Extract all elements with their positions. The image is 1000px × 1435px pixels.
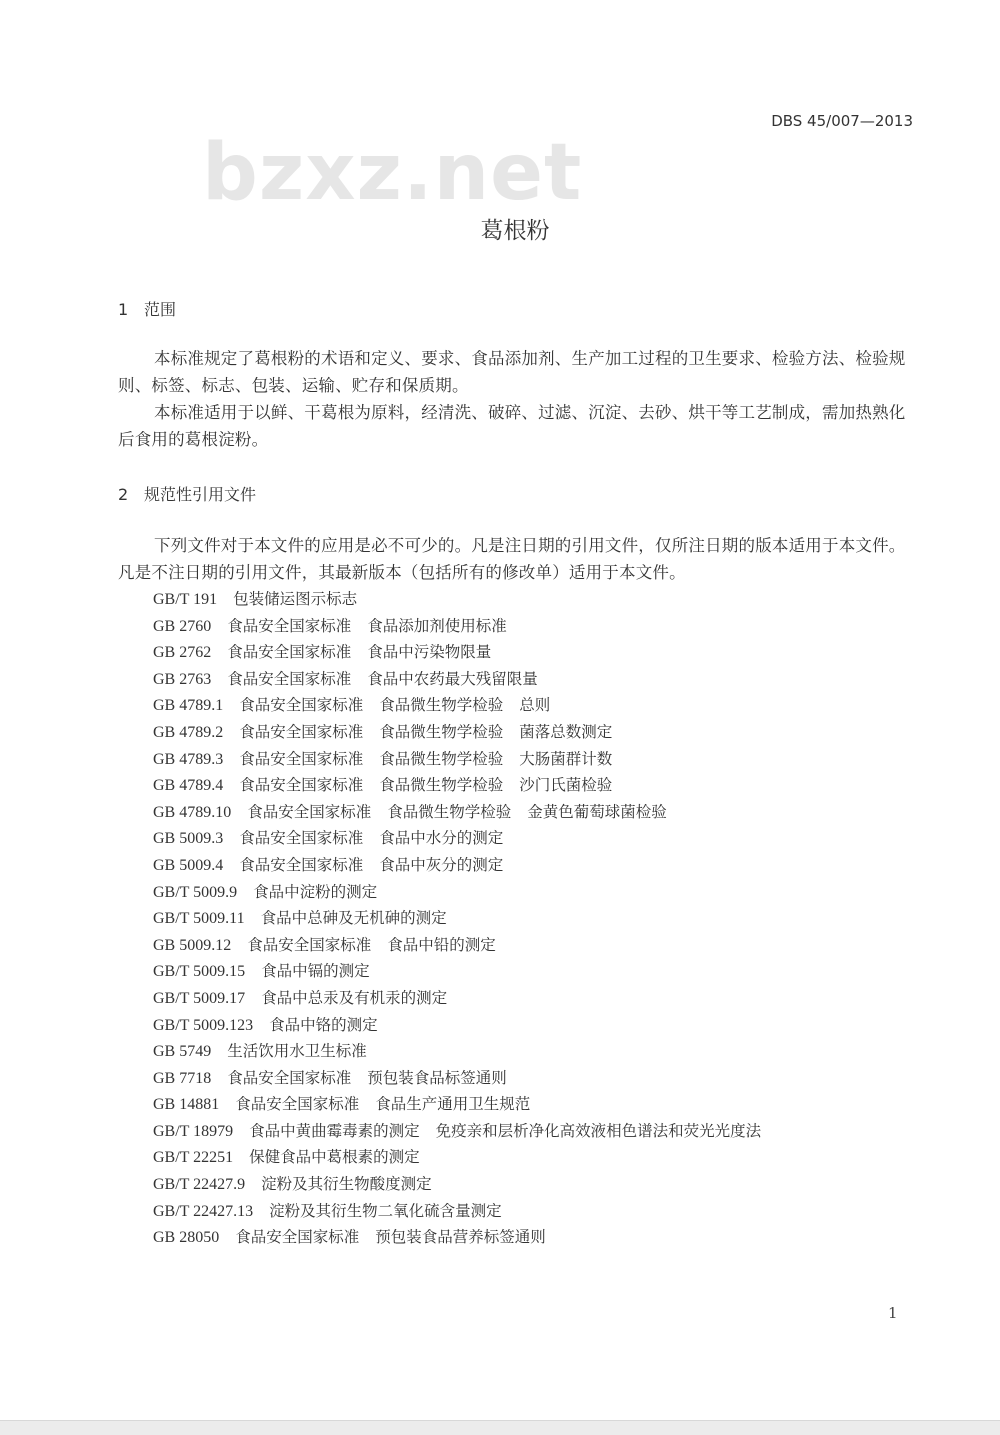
reference-title-part: 食品中污染物限量	[367, 643, 492, 662]
reference-code: GB 7718	[153, 1069, 212, 1087]
reference-title-part: 食品安全国家标准	[239, 749, 364, 768]
reference-title-part: 食品安全国家标准	[227, 643, 352, 662]
reference-code: GB/T 22427.9	[153, 1176, 246, 1194]
paragraph: 本标准规定了葛根粉的术语和定义、要求、食品添加剂、生产加工过程的卫生要求、检验方法、检验规则、标签、标志、包装、运输、贮存和保质期。	[118, 349, 906, 395]
reference-title-part: 食品生产通用卫生规范	[375, 1095, 531, 1114]
reference-title-part: 菌落总数测定	[519, 722, 613, 741]
reference-title-part: 食品安全国家标准	[239, 829, 364, 848]
reference-title-part: 沙门氏菌检验	[519, 776, 613, 795]
reference-title-part: 淀粉及其衍生物二氧化硫含量测定	[269, 1201, 502, 1220]
reference-code: GB/T 22427.13	[153, 1202, 254, 1220]
reference-title-part: 总则	[519, 696, 551, 715]
reference-item	[153, 1171, 761, 1198]
reference-title-part: 食品中黄曲霉毒素的测定	[249, 1121, 420, 1140]
reference-title-part: 免疫亲和层析净化高效液相色谱法和荧光光度法	[435, 1121, 762, 1140]
reference-code: GB/T 22251	[153, 1149, 234, 1167]
section-number: 1	[118, 300, 129, 319]
reference-title-part: 食品安全国家标准	[239, 722, 364, 741]
section-heading-scope	[118, 297, 176, 320]
reference-code: GB 2762	[153, 644, 212, 662]
reference-item	[153, 879, 761, 906]
reference-code: GB/T 5009.17	[153, 989, 246, 1007]
watermark: bzxz.net	[202, 128, 583, 218]
reference-code: GB 28050	[153, 1229, 220, 1247]
reference-code: GB 2763	[153, 670, 212, 688]
reference-code: GB 14881	[153, 1096, 220, 1114]
reference-title-part: 包装储运图示标志	[233, 590, 358, 608]
paragraph: 下列文件对于本文件的应用是必不可少的。凡是注日期的引用文件，仅所注日期的版本适用于本文件。凡是不注日期的引用文件，其最新版本（包括所有的修改单）适用于本文件。	[118, 536, 906, 582]
reference-title-part: 食品安全国家标准	[227, 1068, 352, 1087]
reference-code: GB/T 18979	[153, 1122, 234, 1140]
reference-item	[153, 719, 761, 746]
reference-title-part: 食品添加剂使用标准	[367, 616, 507, 635]
document-title: 葛根粉	[480, 218, 550, 244]
reference-item	[153, 666, 761, 693]
reference-code: GB 5009.12	[153, 936, 232, 954]
reference-title-part: 食品中铬的测定	[269, 1015, 378, 1034]
reference-title-part: 食品中总砷及无机砷的测定	[260, 909, 447, 928]
reference-title-part: 食品微生物学检验	[379, 776, 504, 795]
reference-title-part: 金黄色葡萄球菌检验	[527, 802, 667, 821]
reference-code: GB 4789.10	[153, 803, 232, 821]
reference-code: GB 2760	[153, 617, 212, 635]
reference-title-part: 食品中水分的测定	[379, 829, 504, 848]
reference-item	[153, 799, 761, 826]
reference-code: GB 4789.1	[153, 697, 224, 715]
paragraph: 本标准适用于以鲜、干葛根为原料，经清洗、破碎、过滤、沉淀、去砂、烘干等工艺制成，需加热熟化后食用的葛根淀粉。	[118, 403, 906, 449]
reference-item	[153, 639, 761, 666]
reference-title-part: 食品安全国家标准	[235, 1228, 360, 1247]
reference-item	[153, 1118, 761, 1145]
reference-item	[153, 958, 761, 985]
reference-item	[153, 852, 761, 879]
reference-title-part: 食品微生物学检验	[379, 696, 504, 715]
reference-item	[153, 905, 761, 932]
reference-title-part: 食品微生物学检验	[379, 749, 504, 768]
section-title: 规范性引用文件	[144, 485, 257, 504]
section-number: 2	[118, 485, 129, 504]
reference-code: GB 4789.2	[153, 723, 224, 741]
reference-title-part: 食品微生物学检验	[387, 802, 512, 821]
reference-title-part: 食品中镉的测定	[261, 962, 370, 981]
reference-item	[153, 746, 761, 773]
reference-title-part: 食品安全国家标准	[239, 855, 364, 874]
section-heading-normative-references	[118, 482, 256, 505]
reference-item	[153, 613, 761, 640]
section-title: 范围	[144, 300, 177, 319]
reference-item	[153, 1091, 761, 1118]
reference-item	[153, 1012, 761, 1039]
page-number: 1	[888, 1304, 898, 1322]
reference-code: GB/T 5009.9	[153, 883, 238, 901]
reference-item	[153, 1038, 761, 1065]
reference-title-part: 大肠菌群计数	[519, 749, 613, 768]
reference-title-part: 食品安全国家标准	[239, 696, 364, 715]
reference-code: GB 5009.3	[153, 830, 224, 848]
reference-list	[153, 586, 761, 1251]
reference-code: GB/T 191	[153, 591, 218, 608]
reference-item	[153, 932, 761, 959]
reference-title-part: 食品安全国家标准	[247, 935, 372, 954]
reference-item	[153, 985, 761, 1012]
reference-item	[153, 1144, 761, 1171]
reference-title-part: 预包装食品标签通则	[367, 1068, 507, 1087]
reference-item	[153, 692, 761, 719]
reference-item	[153, 1224, 761, 1251]
reference-code: GB 5009.4	[153, 856, 224, 874]
viewer-bottom-bar	[0, 1420, 1000, 1435]
reference-item	[153, 825, 761, 852]
reference-code: GB 4789.4	[153, 777, 224, 795]
reference-title-part: 食品微生物学检验	[379, 722, 504, 741]
reference-title-part: 保健食品中葛根素的测定	[249, 1148, 420, 1167]
reference-title-part: 预包装食品营养标签通则	[375, 1228, 546, 1247]
reference-title-part: 食品中淀粉的测定	[253, 882, 378, 901]
reference-item	[153, 586, 761, 613]
reference-code: GB/T 5009.123	[153, 1016, 254, 1034]
reference-title-part: 食品中总汞及有机汞的测定	[261, 988, 448, 1007]
reference-code: GB/T 5009.15	[153, 963, 246, 981]
standard-code: DBS 45/007—2013	[771, 112, 913, 130]
reference-title-part: 食品安全国家标准	[247, 802, 372, 821]
reference-title-part: 食品安全国家标准	[227, 616, 352, 635]
reference-title-part: 食品中灰分的测定	[379, 855, 504, 874]
reference-item	[153, 772, 761, 799]
reference-code: GB 5749	[153, 1043, 212, 1061]
reference-item	[153, 1065, 761, 1092]
reference-title-part: 食品安全国家标准	[239, 776, 364, 795]
reference-title-part: 食品安全国家标准	[227, 669, 352, 688]
reference-code: GB 4789.3	[153, 750, 224, 768]
reference-title-part: 食品中铅的测定	[387, 935, 496, 954]
reference-item	[153, 1198, 761, 1225]
reference-title-part: 生活饮用水卫生标准	[227, 1042, 367, 1061]
reference-code: GB/T 5009.11	[153, 910, 245, 928]
reference-title-part: 淀粉及其衍生物酸度测定	[261, 1175, 432, 1194]
reference-title-part: 食品中农药最大残留限量	[367, 669, 538, 688]
reference-title-part: 食品安全国家标准	[235, 1095, 360, 1114]
